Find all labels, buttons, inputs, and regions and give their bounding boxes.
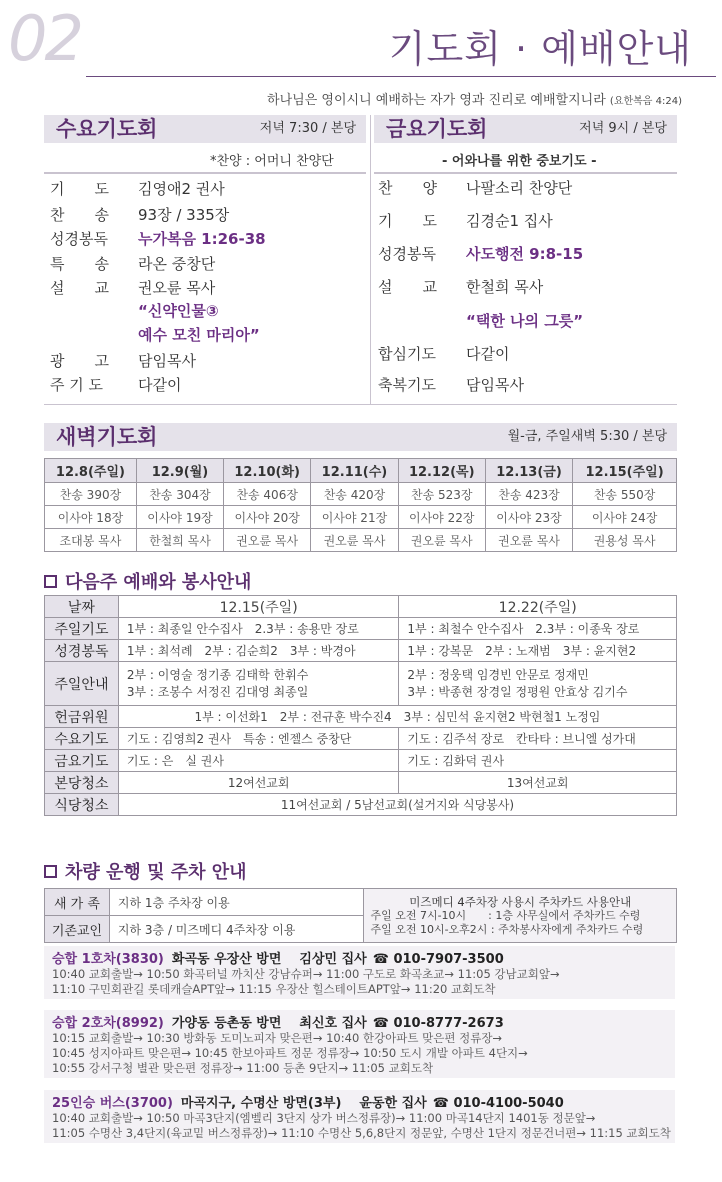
row-value: “신약인물③	[138, 302, 219, 320]
service-week-1: 기도 : 김영희2 권사 특송 : 엔젤스 중창단	[118, 728, 399, 750]
bus-heading	[52, 1012, 667, 1031]
bus-area: 화곡동 우장산 방면	[171, 952, 282, 967]
page-title: 기도회 · 예배안내	[388, 27, 692, 71]
parking-value: 지하 1층 주차장 이용	[109, 889, 364, 916]
row-label: 찬 송	[50, 206, 109, 224]
service-row	[45, 750, 677, 772]
friday-row	[378, 243, 677, 264]
bus-vehicle: 승합 1호차(3830)	[52, 952, 164, 967]
bus-phone: ☎ 010-8777-2673	[372, 1016, 504, 1031]
date-1: 12.15(주일)	[118, 596, 399, 618]
wednesday-row	[50, 228, 366, 249]
notice-title: 미즈메디 4주차장 사용시 주차카드 사용안내	[409, 894, 632, 909]
bus-stop-line: 10:15 교회출발→ 10:30 방화동 도미노피자 맞은편→ 10:40 한강아파트 맞은편 정류장→	[52, 1031, 503, 1045]
parking-value: 지하 3층 / 미즈메디 4주차장 이용	[109, 916, 364, 943]
service-label: 수요기도	[45, 728, 119, 750]
bus-heading	[52, 948, 667, 967]
wednesday-row	[50, 178, 366, 199]
parking-row-new	[45, 889, 677, 916]
dawn-text-cell: 이사야 23장	[485, 506, 572, 529]
date-label: 날짜	[45, 596, 119, 618]
row-value: 라온 중창단	[138, 255, 216, 273]
service-row	[45, 662, 677, 706]
service-row	[45, 640, 677, 662]
row-label: 기 도	[50, 180, 109, 198]
row-value: 담임목사	[466, 376, 524, 394]
friday-header	[374, 115, 677, 143]
bus-driver: 김상민 집사	[299, 952, 367, 967]
dawn-header	[44, 423, 677, 451]
bus-stop-line: 10:45 성지아파트 맞은편→ 10:45 한보아파트 정문 정류장→ 10:50 도시 개발 아파트 4단지→	[52, 1046, 528, 1060]
bus-route	[44, 1090, 675, 1143]
row-value: “택한 나의 그릇”	[466, 312, 584, 330]
service-week-1: 1부 : 최종일 안수집사 2.3부 : 송용만 장로	[118, 618, 399, 640]
friday-row	[378, 177, 677, 198]
service-label: 본당청소	[45, 772, 119, 794]
parking-table	[44, 888, 677, 943]
service-line: 2부 : 이영술 정기종 김태학 한휘수	[126, 667, 309, 682]
service-row	[45, 794, 677, 816]
friday-row	[378, 374, 677, 395]
service-week-2: 기도 : 김화덕 권사	[399, 750, 677, 772]
service-week-2: 1부 : 최철수 안수집사 2.3부 : 이종욱 장로	[399, 618, 677, 640]
dawn-text-cell: 이사야 18장	[45, 506, 137, 529]
dawn-hymn-cell: 찬송 423장	[485, 483, 572, 506]
row-label: 찬 양	[378, 179, 437, 197]
bus-route	[44, 946, 675, 999]
dawn-texts-row	[45, 506, 677, 529]
bus-stop-line: 11:05 수명산 3,4단지(육교밑 버스정류장)→ 11:10 수명산 5,6,8단지 정문앞, 수명산 1단지 정문건너편→ 11:15 교회도착	[52, 1126, 671, 1140]
wednesday-divider	[44, 172, 366, 174]
row-value: 김영애2 권사	[138, 180, 225, 198]
row-value: 나팔소리 찬양단	[466, 179, 573, 197]
service-label: 주일안내	[45, 662, 119, 706]
row-value: 김경순1 집사	[466, 212, 553, 230]
bus-stop-line: 10:40 교회출발→ 10:50 마곡3단지(엠벨리 3단지 상가 버스정류장)→ 11:00 마곡14단지 1401동 정문앞→	[52, 1111, 596, 1125]
next-week-title: 다음주 예배와 봉사안내	[65, 572, 252, 593]
service-label: 주일기도	[45, 618, 119, 640]
parking-card-notice	[364, 889, 677, 943]
wednesday-header	[44, 115, 366, 143]
row-label: 합심기도	[378, 345, 436, 363]
service-row	[45, 618, 677, 640]
row-label: 특 송	[50, 255, 109, 273]
date-2: 12.22(주일)	[399, 596, 677, 618]
row-value: 누가복음 1:26-38	[138, 230, 266, 248]
wednesday-title: 수요기도회	[56, 117, 158, 141]
dawn-date-cell: 12.10(화)	[224, 459, 311, 483]
friday-row	[378, 343, 677, 364]
service-label: 성경봉독	[45, 640, 119, 662]
row-label: 주 기 도	[50, 376, 104, 394]
vehicle-heading	[44, 858, 247, 884]
dawn-date-cell: 12.11(수)	[311, 459, 398, 483]
service-week-2: 1부 : 강복문 2부 : 노재범 3부 : 윤지현2	[399, 640, 677, 662]
wednesday-row	[50, 277, 366, 298]
checkbox-icon	[44, 865, 57, 878]
dawn-preacher-cell: 권오륜 목사	[311, 529, 398, 552]
service-line: 2부 : 정웅택 임경빈 안문로 정재민	[407, 667, 589, 682]
service-label: 헌금위원	[45, 706, 119, 728]
dawn-date-cell: 12.9(월)	[136, 459, 223, 483]
dawn-text-cell: 이사야 19장	[136, 506, 223, 529]
service-week-2: 13여선교회	[399, 772, 677, 794]
service-full: 11여선교회 / 5남선교회(설거지와 식당봉사)	[118, 794, 676, 816]
service-week-1: 기도 : 은 실 권사	[118, 750, 399, 772]
service-week-2: 기도 : 김주석 장로 칸타타 : 브니엘 성가대	[399, 728, 677, 750]
section-divider	[44, 404, 677, 405]
dawn-hymn-cell: 찬송 523장	[398, 483, 485, 506]
next-week-heading	[44, 568, 251, 594]
friday-time: 저녁 9시 / 본당	[579, 121, 667, 136]
header-verse	[267, 89, 682, 108]
row-label: 광 고	[50, 352, 109, 370]
dawn-preacher-cell: 한철희 목사	[136, 529, 223, 552]
title-divider	[86, 76, 716, 77]
row-label: 설 교	[50, 279, 109, 297]
parking-label: 기존교인	[45, 916, 110, 943]
wednesday-subtitle: *찬양 : 어머니 찬양단	[210, 154, 334, 169]
bus-phone: ☎ 010-4100-5040	[432, 1096, 564, 1111]
service-week-1: 1부 : 최석례 2부 : 김순희2 3부 : 박경아	[118, 640, 399, 662]
row-label: 성경봉독	[378, 245, 436, 263]
service-row	[45, 706, 677, 728]
wednesday-row	[50, 204, 366, 225]
column-divider	[370, 115, 371, 405]
dawn-hymn-cell: 찬송 304장	[136, 483, 223, 506]
dawn-hymn-cell: 찬송 406장	[224, 483, 311, 506]
notice-line-2: 주일 오전 10시-오후2시 : 주차봉사자에게 주차카드 수령	[370, 922, 644, 936]
dawn-preacher-cell: 조대봉 목사	[45, 529, 137, 552]
dawn-hymn-cell: 찬송 420장	[311, 483, 398, 506]
wednesday-row	[50, 300, 366, 321]
dawn-date-cell: 12.15(주일)	[573, 459, 677, 483]
dawn-date-cell: 12.8(주일)	[45, 459, 137, 483]
service-label: 금요기도	[45, 750, 119, 772]
service-line: 3부 : 조봉수 서정진 김대영 최종일	[126, 684, 309, 699]
wednesday-row	[50, 253, 366, 274]
wednesday-time: 저녁 7:30 / 본당	[259, 121, 356, 136]
row-value: 예수 모친 마리아”	[138, 326, 260, 344]
service-row	[45, 728, 677, 750]
bus-phone: ☎ 010-7907-3500	[372, 952, 504, 967]
row-label: 축복기도	[378, 376, 436, 394]
bus-stop-line: 10:40 교회출발→ 10:50 화곡터널 까치산 강남슈퍼→ 11:00 구도로 화곡초교→ 11:05 강남교회앞→	[52, 967, 560, 981]
bus-heading	[52, 1092, 667, 1111]
notice-line-1: 주일 오전 7시-10시 : 1층 사무실에서 주차카드 수령	[370, 908, 641, 922]
row-label: 기 도	[378, 212, 437, 230]
dawn-text-cell: 이사야 24장	[573, 506, 677, 529]
dawn-text-cell: 이사야 22장	[398, 506, 485, 529]
row-value: 담임목사	[138, 352, 196, 370]
dawn-date-cell: 12.12(목)	[398, 459, 485, 483]
service-week-1: 12여선교회	[118, 772, 399, 794]
friday-row	[378, 310, 677, 331]
dawn-text-cell: 이사야 21장	[311, 506, 398, 529]
friday-subtitle: - 어와나를 위한 중보기도 -	[442, 154, 597, 169]
next-week-table	[44, 595, 677, 816]
friday-divider	[374, 172, 677, 174]
service-line: 3부 : 박종현 장경일 정평원 안효상 김기수	[407, 684, 628, 699]
vehicle-title: 차량 운행 및 주차 안내	[65, 862, 247, 883]
service-week-2	[399, 662, 677, 706]
bus-route	[44, 1010, 675, 1078]
verse-text: 하나님은 영이시니 예배하는 자가 영과 진리로 예배할지니라	[267, 93, 606, 108]
page-number: 02	[8, 2, 81, 75]
bus-vehicle: 승합 2호차(8992)	[52, 1016, 164, 1031]
bus-area: 마곡지구, 수명산 방면(3부)	[180, 1096, 342, 1111]
row-label: 성경봉독	[50, 230, 108, 248]
bus-driver: 윤동한 집사	[359, 1096, 427, 1111]
dawn-hymns-row	[45, 483, 677, 506]
bus-driver: 최신호 집사	[299, 1016, 367, 1031]
dawn-preacher-cell: 권오륜 목사	[485, 529, 572, 552]
row-label: 설 교	[378, 278, 437, 296]
service-week-1	[118, 662, 399, 706]
dawn-preacher-cell: 권오륜 목사	[398, 529, 485, 552]
dawn-preacher-cell: 권오륜 목사	[224, 529, 311, 552]
bus-stop-line: 11:10 구민회관길 롯데캐슬APT앞→ 11:15 우장산 힐스테이트APT앞→ 11:20 교회도착	[52, 982, 496, 996]
dawn-hymn-cell: 찬송 390장	[45, 483, 137, 506]
bus-stop-line: 10:55 강서구청 별관 맞은편 정류장→ 11:00 등촌 9단지→ 11:05 교회도착	[52, 1061, 434, 1075]
checkbox-icon	[44, 575, 57, 588]
next-week-head-row	[45, 596, 677, 618]
service-row	[45, 772, 677, 794]
bus-vehicle: 25인승 버스(3700)	[52, 1096, 173, 1111]
verse-reference: (요한복음 4:24)	[609, 96, 682, 107]
row-value: 93장 / 335장	[138, 206, 230, 224]
row-value: 권오륜 목사	[138, 279, 216, 297]
row-value: 사도행전 9:8-15	[466, 245, 584, 263]
dawn-schedule-table	[44, 458, 677, 552]
service-full: 1부 : 이선화1 2부 : 전규훈 박수진4 3부 : 심민석 윤지현2 박현철1 노정임	[118, 706, 676, 728]
friday-title: 금요기도회	[386, 117, 488, 141]
row-value: 한철희 목사	[466, 278, 544, 296]
parking-label: 새 가 족	[45, 889, 110, 916]
dawn-time: 월-금, 주일새벽 5:30 / 본당	[507, 429, 667, 444]
row-value: 다같이	[138, 376, 182, 394]
dawn-text-cell: 이사야 20장	[224, 506, 311, 529]
dawn-hymn-cell: 찬송 550장	[573, 483, 677, 506]
friday-row	[378, 210, 677, 231]
bus-area: 가양동 등촌동 방면	[171, 1016, 282, 1031]
dawn-title: 새벽기도회	[56, 425, 158, 449]
friday-row	[378, 276, 677, 297]
dawn-preachers-row	[45, 529, 677, 552]
wednesday-row	[50, 374, 366, 395]
dawn-date-cell: 12.13(금)	[485, 459, 572, 483]
wednesday-row	[50, 324, 366, 345]
dawn-preacher-cell: 권용성 목사	[573, 529, 677, 552]
dawn-dates-row	[45, 459, 677, 483]
row-value: 다같이	[466, 345, 510, 363]
wednesday-row	[50, 350, 366, 371]
service-label: 식당청소	[45, 794, 119, 816]
